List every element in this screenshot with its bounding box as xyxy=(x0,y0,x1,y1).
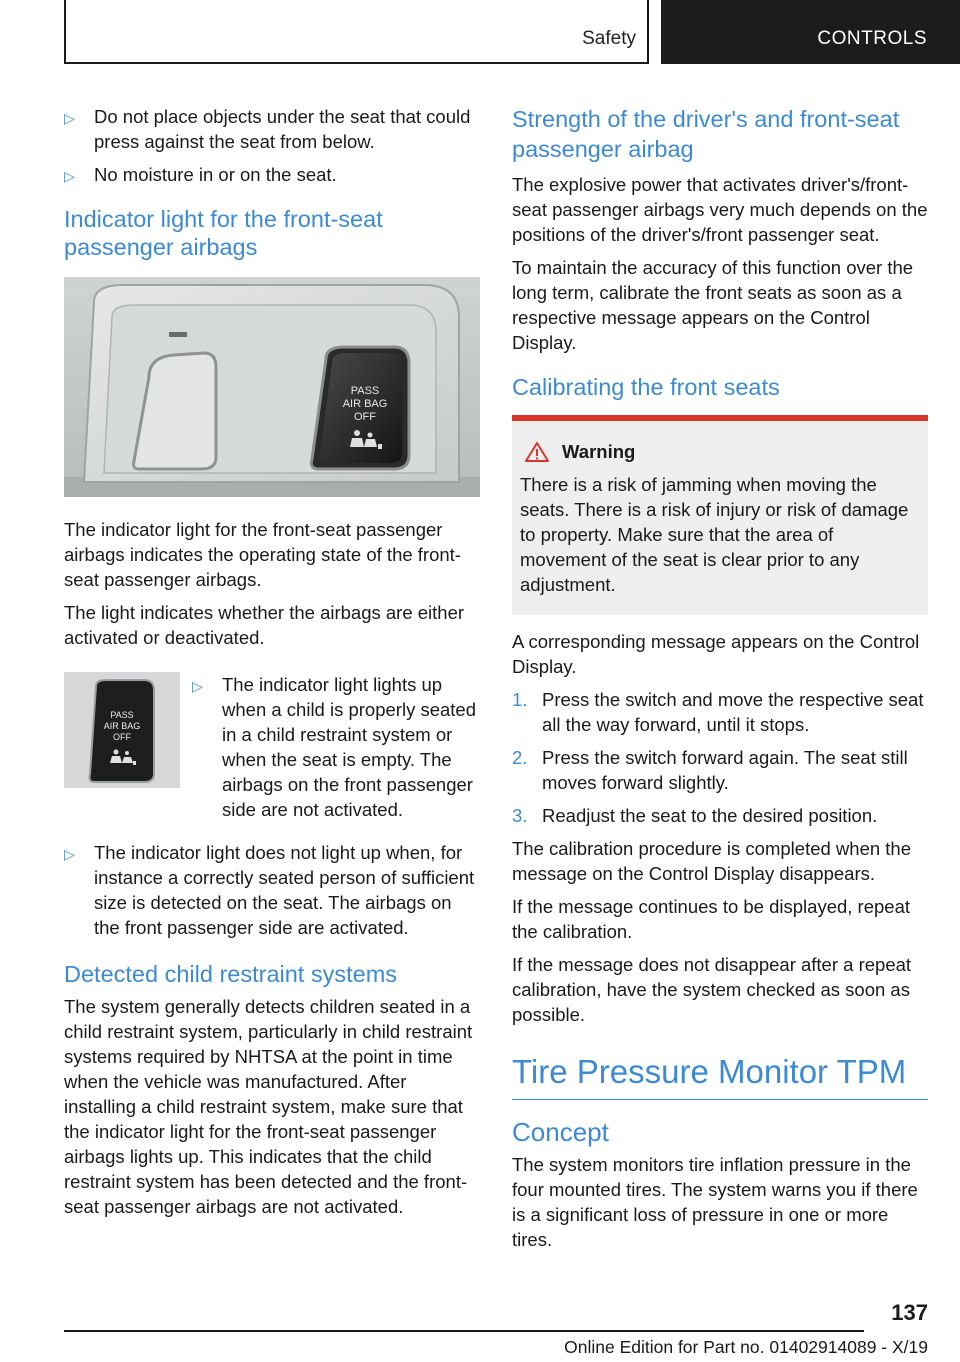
paragraph: If the message continues to be displayed, repeat the calibration. xyxy=(512,896,911,942)
thumb-label-line: OFF xyxy=(113,732,131,742)
header-chapter-label: CONTROLS xyxy=(817,28,927,49)
paragraph: The system generally detects children seated in a child restraint system, particularly in child restraint systems required by NHTSA at the point in time when the vehicle was manufactured. After installing a child restraint system, make sure that the indicator light for the front-seat passenger airbags lights up. This indicates that the child restraint system has been detected and the front-seat passenger airbags are not activated. xyxy=(64,996,473,1217)
list-item: 1. Press the switch and move the respective seat all the way forward, until it stops. xyxy=(512,689,924,735)
paragraph: The light indicates whether the airbags are either activated or deactivated. xyxy=(64,602,465,648)
paragraph: The explosive power that activates driver's/front-seat passenger airbags very much depends on the positions of the driver's/front passenger seat. xyxy=(512,174,928,245)
triangle-bullet-icon: ▷ xyxy=(64,168,75,184)
list-item: 2. Press the switch forward again. The seat still moves forward slightly. xyxy=(512,747,908,793)
footer-rule xyxy=(64,1330,864,1332)
edition-line: Online Edition for Part no. 01402914089 - X/19 xyxy=(564,1337,928,1357)
header-bottom-rule xyxy=(64,62,649,64)
list-item: ▷ The indicator light lights up when a child is properly seated in a child restraint system or when the seat is empty. The airbags on the front passenger side are not activated. xyxy=(192,674,477,820)
indicator-light-photo xyxy=(64,277,480,497)
photo-label-line: PASS xyxy=(350,385,380,397)
list-item: ▷ The indicator light does not light up when, for instance a correctly seated person of sufficient size is detected on the seat. The airbags on the front passenger side are activated. xyxy=(64,842,475,938)
indicator-thumb-row xyxy=(64,672,480,832)
paragraph: A corresponding message appears on the Control Display. xyxy=(512,631,920,677)
page-number: 137 xyxy=(891,1300,928,1325)
header-section-tab[interactable]: Safety xyxy=(582,28,636,49)
header-chapter-tab[interactable] xyxy=(661,0,960,64)
warning-title: Warning xyxy=(520,439,914,464)
list-item: ▷ Do not place objects under the seat that could press against the seat from below. xyxy=(64,106,471,152)
triangle-bullet-icon: ▷ xyxy=(64,110,75,126)
list-item: 3. Readjust the seat to the desired position. xyxy=(512,805,878,826)
triangle-bullet-icon: ▷ xyxy=(64,846,75,862)
heading-tpm: Tire Pressure Monitor TPM xyxy=(512,1053,928,1100)
heading-indicator-light: Indicator light for the front-seat passenger airbags xyxy=(64,206,383,260)
thumb-label-line: AIR BAG xyxy=(103,721,141,731)
bullet-list-top xyxy=(64,104,480,187)
paragraph: If the message does not disappear after a repeat calibration, have the system checked as soon as possible. xyxy=(512,954,912,1025)
heading-calibrating-seats: Calibrating the front seats xyxy=(512,374,780,400)
paragraph: The system monitors tire inflation pressure in the four mounted tires. The system warns you if there is a significant loss of pressure in one or more tires. xyxy=(512,1154,918,1250)
warning-triangle-icon xyxy=(524,441,550,463)
warning-box xyxy=(512,415,928,615)
calibration-steps xyxy=(512,687,928,828)
paragraph: To maintain the accuracy of this function over the long term, calibrate the front seats as soon as a respective message appears on the Control Display. xyxy=(512,257,914,353)
photo-label-line: OFF xyxy=(354,411,376,423)
header-left-rule xyxy=(64,0,66,64)
bullet-list-indicator xyxy=(192,672,480,822)
thumb-label-line: PASS xyxy=(110,710,134,720)
bullet-list-indicator-2 xyxy=(64,840,480,940)
indicator-button-thumbnail xyxy=(64,672,180,788)
warning-text: There is a risk of jamming when moving the seats. There is a risk of injury or risk of damage to property. Make sure that the area of movement of the seat is clear prior to any adjustment. xyxy=(520,474,909,595)
heading-airbag-strength: Strength of the driver's and front-seat passenger airbag xyxy=(512,106,900,162)
paragraph: The calibration procedure is completed when the message on the Control Display disappears. xyxy=(512,838,912,884)
header-separator xyxy=(647,0,649,64)
left-column xyxy=(64,104,480,1227)
list-item: ▷ No moisture in or on the seat. xyxy=(64,162,480,187)
photo-label-line: AIR BAG xyxy=(342,398,388,410)
triangle-bullet-icon: ▷ xyxy=(192,678,203,694)
heading-detected-restraints: Detected child restraint systems xyxy=(64,961,398,987)
heading-concept: Concept xyxy=(512,1117,609,1147)
paragraph: The indicator light for the front-seat passenger airbags indicates the operating state of the front-seat passenger airbags. xyxy=(64,519,461,590)
right-column xyxy=(512,104,928,1260)
